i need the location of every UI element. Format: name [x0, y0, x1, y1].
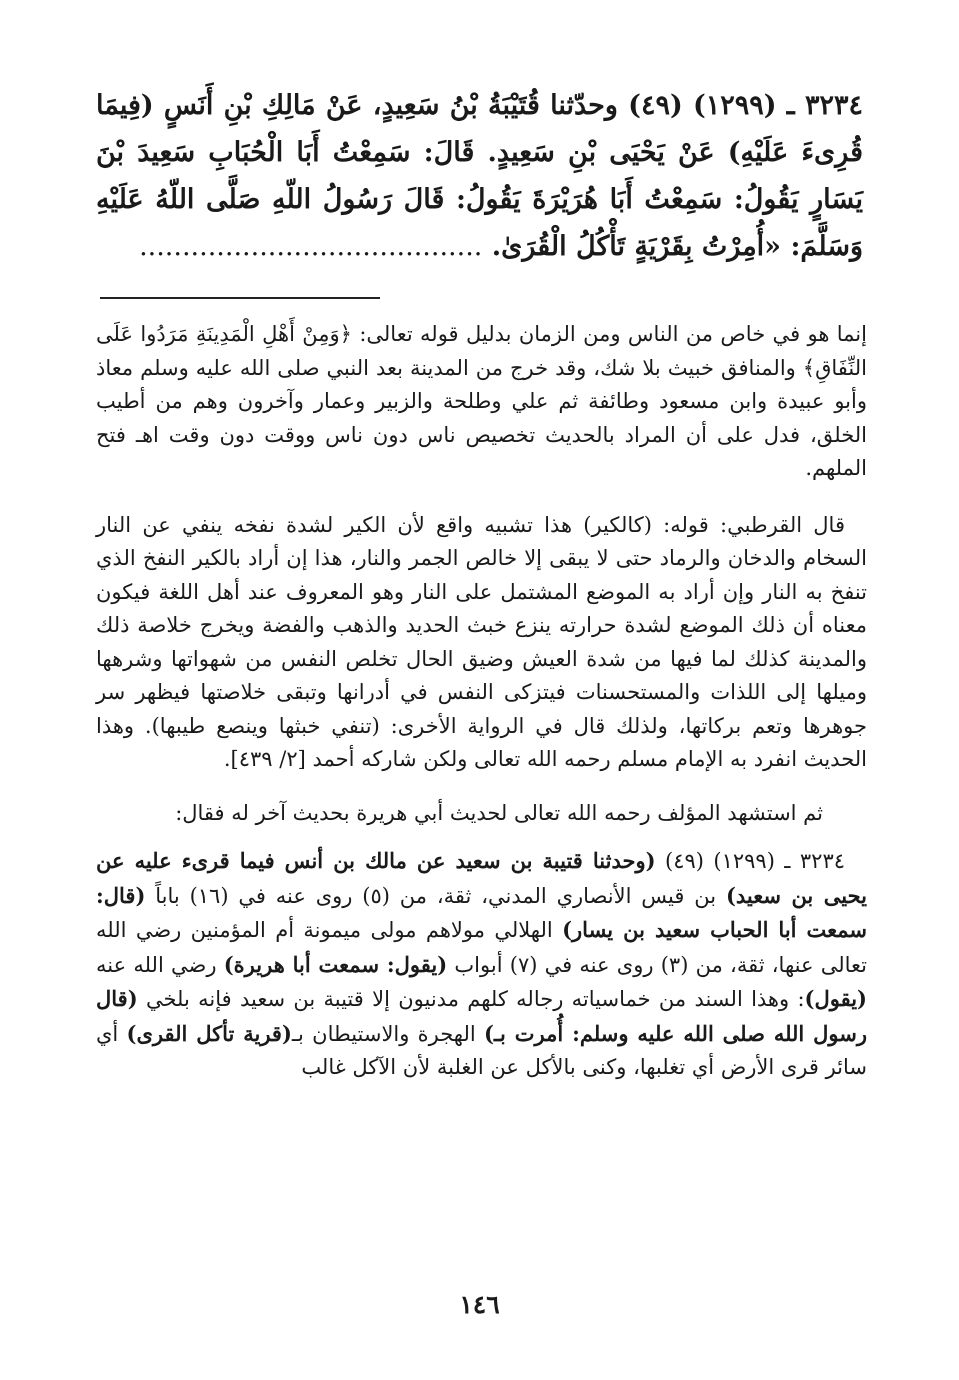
chain-segment: (قال رسول الله صلى الله عليه وسلم: أُمرت بـ) — [96, 986, 867, 1046]
narrator-note: بن قيس الأنصاري المدني، ثقة، من (٥) روى عنه في (١٦) باباً — [155, 883, 717, 908]
hadith-number: ٣٢٣٤ ـ (١٢٩٩) (٤٩) — [664, 849, 846, 873]
narrator-note: أي سائر قرى الأرض أي تغلبها، وكنى بالأكل عن الغلبة لأن الآكل غالب — [96, 1021, 867, 1079]
narrator-note: : وهذا السند من خماسياته رجاله كلهم مدنيون إلا قتيبة بن سعيد فإنه بلخي — [145, 987, 805, 1011]
chain-segment: (يقول: سمعت أبا هريرة) — [223, 951, 448, 977]
narrator-note: الهجرة والاستيطان بـ — [291, 1021, 476, 1046]
chain-segment: (وحدثنا قتيبة بن سعيد عن مالك بن أنس فيما قرىء عليه عن يحيى بن سعيد) — [96, 848, 867, 908]
hadith-body: ٣٢٣٤ ـ (١٢٩٩) (٤٩) وحدّثنا قُتَيْبَةُ بْنُ سَعِيدٍ، عَنْ مَالِكِ بْنِ أَنَسٍ (فِيمَا قُرِىءَ عَلَيْهِ) عَنْ يَحْيَى بْنِ سَعِيدٍ. قَالَ: سَمِعْتُ أَبَا الْحُبَابِ سَعِيدَ بْنَ يَسَارٍ يَقُولُ: سَمِعْتُ أَبَا هُرَيْرَةَ يَقُولُ: قَالَ رَسُولُ اللّهِ صَلَّى اللّهُ عَلَيْهِ وَسَلَّمَ: «أُمِرْتُ بِقَرْيَةٍ تَأْكُلُ الْقُرَىٰ. — [96, 90, 863, 262]
page-number: ١٤٦ — [459, 1290, 500, 1319]
commentary-paragraph-3: ثم استشهد المؤلف رحمه الله تعالى لحديث أبي هريرة بحديث آخر له فقال: — [175, 800, 823, 825]
narrator-note: الهلالي مولاهم مولى ميمونة أم المؤمنين رضي الله تعالى عنها، ثقة، من (٣) روى عنه في (٧) أبواب — [96, 918, 868, 977]
ellipsis-dots: ........................................ — [139, 231, 483, 262]
commentary-paragraph-1: إنما هو في خاص من الناس ومن الزمان بدليل قوله تعالى: ﴿وَمِنْ أَهْلِ الْمَدِينَةِ مَرَدُوا عَلَى النِّفَاقِ﴾ والمنافق خبيث بلا شك، وقد خرج من المدينة بعد النبي صلى الله عليه وسلم معاذ وأبو عبيدة وابن مسعود وطائفة ثم علي وطلحة والزبير وعمار وآخرون وهم من أطيب الخلق، فدل على أن المراد بالحديث تخصيص ناس دون ناس ووقت دون وقت اهـ فتح الملهم. — [96, 322, 867, 480]
chain-segment: (يقول) — [804, 986, 867, 1011]
hadith-text — [96, 82, 863, 270]
footnote-divider — [100, 297, 380, 299]
chain-segment: (قال: سمعت أبا الحباب سعيد بن يسار) — [96, 882, 868, 942]
commentary-paragraph-2: قال القرطبي: قوله: (كالكير) هذا تشبيه واقع لأن الكير لشدة نفخه ينفي عن النار السخام والدخان والرماد حتى لا يبقى إلا خالص الجمر والنار، هذا إن أراد بالكير النفخ الذي تنفخ به النار وإن أراد به الموضع المشتمل على النار وهو المعروف عند أهل اللغة فيكون معناه أن ذلك الموضع لشدة حرارته ينزع خبث الحديد والذهب والفضة ويخرج خلاصة ذلك والمدينة كذلك لما فيها من شدة العيش وضيق الحال تخلص النفس من شهواتها وشرهها وميلها إلى اللذات والمستحسنات فيتزكى النفس في أدرانها وتبقى خلاصتها فيظهر سر جوهرها وتعم بركاتها، ولذلك قال في الرواية الأخرى: (تنفي خبثها وينصع طيبها). وهذا الحديث انفرد به الإمام مسلم رحمه الله تعالى ولكن شاركه أحمد [٢/ ٤٣٩]. — [96, 512, 868, 771]
narrator-note: رضي الله عنه — [96, 952, 217, 977]
commentary — [96, 318, 867, 1085]
chain-segment: (قرية تأكل القرى) — [126, 1020, 292, 1046]
commentary-paragraph-4 — [96, 844, 867, 1085]
